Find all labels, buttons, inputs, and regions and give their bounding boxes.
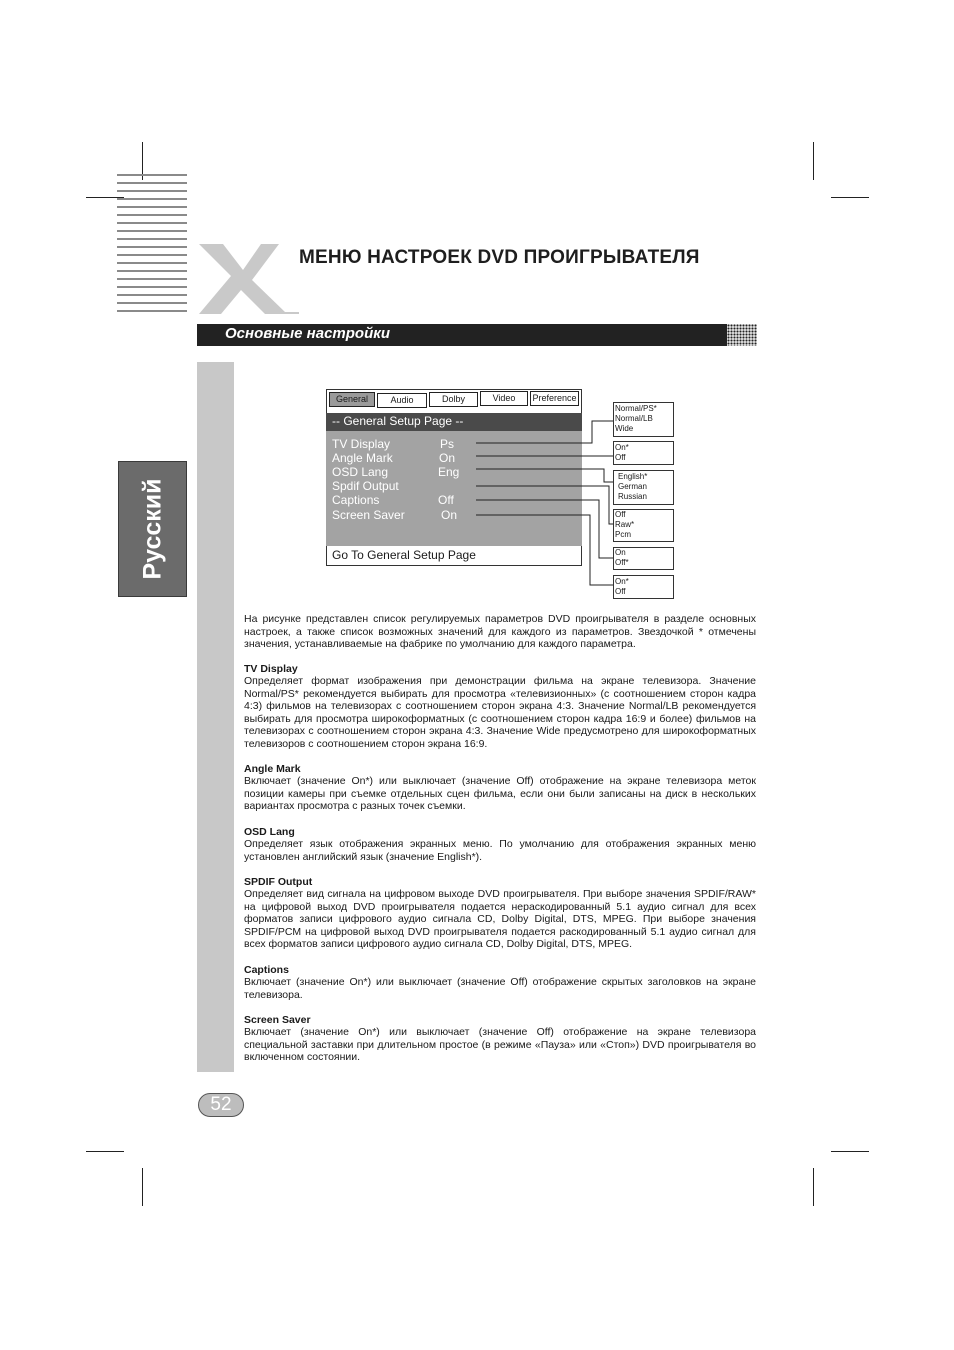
option-item: Raw* xyxy=(615,520,635,529)
tab-preference: Preference xyxy=(530,391,579,406)
section-heading: Angle Mark xyxy=(244,763,301,775)
menu-item-label: Angle Mark xyxy=(332,451,393,465)
option-item: On xyxy=(615,548,626,557)
option-item: English* xyxy=(618,472,648,481)
menu-item-value: On xyxy=(441,508,458,522)
section-title: Основные настройки xyxy=(225,325,391,342)
menu-item-value: Off xyxy=(438,493,454,507)
option-list xyxy=(613,547,674,570)
section-paragraph: Включает (значение On*) или выключает (значение Off) отображение на экране телевизора специальной заставки при длительном простое (в режиме «Пауза» или «Стоп») DVD проигрывателя во включенном состоянии. xyxy=(244,1026,756,1064)
menu-item-value: Eng xyxy=(438,465,460,479)
menu-item-label: Screen Saver xyxy=(332,508,405,522)
option-item: Normal/PS* xyxy=(615,404,657,413)
tab-general: General xyxy=(329,392,375,407)
option-item: Off xyxy=(615,453,626,462)
option-item: German xyxy=(618,482,647,491)
menu-item-value: Ps xyxy=(440,437,455,451)
menu-footer: Go To General Setup Page xyxy=(332,548,476,562)
option-item: Wide xyxy=(615,424,634,433)
tab-audio: Audio xyxy=(377,393,427,408)
section-paragraph: Включает (значение On*) или выключает (значение Off) отображение на экране телевизора меток позиции камеры при съемке отдельных сцен фильма, если они были записаны на диск в нескольких вариантах просмотра с разных точек съемки. xyxy=(244,775,756,813)
option-item: Pcm xyxy=(615,530,631,539)
option-item: Off* xyxy=(615,558,629,567)
section-paragraph: Определяет язык отображения экранных меню. По умолчанию для отображения экранных меню установлен английский язык (значение English*). xyxy=(244,838,756,863)
option-item: Russian xyxy=(618,492,647,501)
section-paragraph: Определяет вид сигнала на цифровом выходе DVD проигрывателя. При выборе значения SPDIF/RAW* на цифровой выход DVD проигрывателя подается нераскодированный 5.1 аудио сигнал для всех форматов записи цифрового аудио сигнала CD, Dolby Digital, DTS, MPEG. При выборе значения SPDIF/PCM на цифровой выход DVD проигрывателя подается раскодированный 5.1 аудио сигнал для всех форматов записи цифрового аудио сигнала CD, Dolby Digital, DTS, MPEG. xyxy=(244,888,756,951)
option-list xyxy=(613,509,674,542)
section-heading: SPDIF Output xyxy=(244,876,313,888)
section-heading: TV Display xyxy=(244,663,298,675)
menu-item-label: TV Display xyxy=(332,437,391,451)
section-paragraph: Определяет формат изображения при демонстрации фильма на экране телевизора. Значение Normal/PS* рекомендуется выбирать для просмотра «телевизионных» (с соотношением сторон кадра 4:3) фильмов на телевизорах с соотношением сторон экрана 4:3. Значение Normal/LB рекомендуется выбирать для просмотра широкоформатных (с соотношением сторон кадра 16:9 и более) фильмов на телевизорах с соотношением сторон экрана 4:3. Значение Wide предусмотрено для широкоформатных телевизоров с соотношением сторон экрана 16:9. xyxy=(244,675,756,750)
menu-item-label: Spdif Output xyxy=(332,479,399,493)
option-item: On* xyxy=(615,443,629,452)
page-number: 52 xyxy=(210,1094,232,1115)
option-item: On* xyxy=(615,577,629,586)
menu-header: -- General Setup Page -- xyxy=(326,413,582,431)
menu-item-value: On xyxy=(439,451,456,465)
section-heading: Screen Saver xyxy=(244,1014,311,1026)
option-item: Off xyxy=(615,510,626,519)
menu-item-label: OSD Lang xyxy=(332,465,389,479)
tab-video: Video xyxy=(480,391,528,406)
tab-dolby: Dolby xyxy=(429,392,478,407)
option-list xyxy=(613,441,674,465)
menu-item-label: Captions xyxy=(332,493,380,507)
intro-paragraph: На рисунке представлен список регулируемых параметров DVD проигрывателя в разделе основных настроек, а также список возможных значений для каждого из параметров. Звездочкой * отмечены значения, устанавливаемые на фабрике по умолчанию для каждого параметра. xyxy=(244,613,756,651)
section-heading: OSD Lang xyxy=(244,826,295,838)
option-item: Off xyxy=(615,587,626,596)
option-list xyxy=(613,402,674,437)
language-tab-label: Русский xyxy=(138,478,166,580)
option-item: Normal/LB xyxy=(615,414,653,423)
section-paragraph: Включает (значение On*) или выключает (значение Off) отображение скрытых заголовков на экране телевизора. xyxy=(244,976,756,1001)
option-list xyxy=(613,575,674,599)
section-heading: Captions xyxy=(244,964,289,976)
option-list xyxy=(613,470,674,505)
page-title: МЕНЮ НАСТРОЕК DVD ПРОИГРЫВАТЕЛЯ xyxy=(299,247,700,268)
